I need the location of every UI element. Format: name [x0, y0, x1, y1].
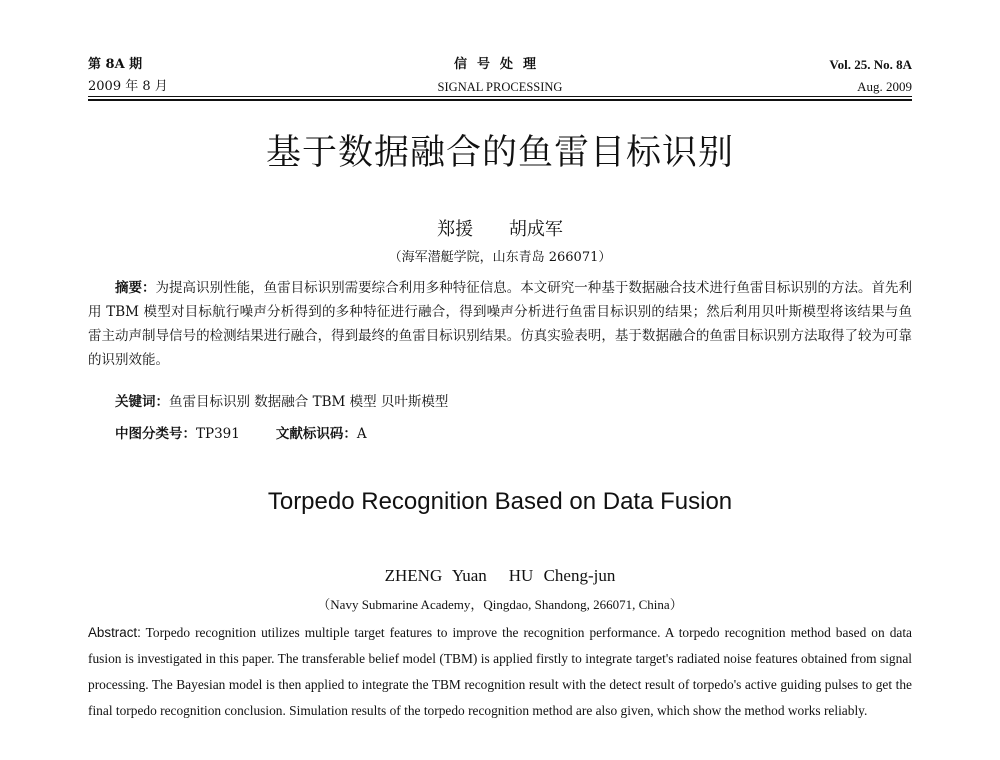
doc-code: A [356, 426, 367, 442]
clc-code: TP391 [196, 426, 240, 442]
affiliation-cn: （海军潜艇学院，山东青岛 266071） [388, 250, 612, 265]
clc-label: 中图分类号： [115, 426, 196, 442]
abstract-cn-label: 摘要： [115, 280, 156, 296]
abstract-en [88, 620, 912, 724]
issue-number: 第 8A 期 [88, 57, 143, 72]
issue-date-en: Aug. 2009 [857, 79, 912, 94]
keywords-line [115, 392, 448, 412]
abstract-cn-text: 为提高识别性能，鱼雷目标识别需要综合利用多种特征信息。本文研究一种基于数据融合技术进行鱼雷目标识别的方法。首先利用 TBM 模型对目标航行噪声分析得到的多种特征进行融合，得到噪声分析进行鱼雷目标识别的结果；然后利用贝叶斯模型将该结果与鱼雷主动声制导信号的检测结果进行融合，得到最终的鱼雷目标识别结果。仿真实验表明，基于数据融合的鱼雷目标识别方法取得了较为可靠的识别效能。 [88, 280, 913, 368]
abstract-en-text: Torpedo recognition utilizes multiple target features to improve the recognition performance. A torpedo recognition method based on data fusion is investigated in this paper. The transferable belief model (TBM) is applied firstly to integrate target's radiated noise features obtained from signal processing. The Bayesian model is then applied to integrate the TBM recognition result with the detect result of torpedo's active guiding pulses to get the final torpedo recognition conclusion. Simulation results of the torpedo recognition method are also given, which show the method works reliably. [88, 625, 912, 718]
authors-cn: 郑援 胡成军 [437, 219, 563, 240]
journal-name-cn: 信号处理 [453, 57, 546, 72]
running-header [88, 56, 912, 100]
paper-title-cn: 基于数据融合的鱼雷目标识别 [265, 133, 734, 173]
header-rule-thin [88, 96, 912, 97]
abstract-en-label: Abstract: [88, 625, 141, 640]
header-rule-thick [88, 99, 912, 101]
volume-info: Vol. 25. No. 8A [829, 57, 912, 72]
author-en-1: ZHENG Yuan [384, 566, 487, 585]
authors-en [0, 565, 1000, 587]
author-en-2: HU Cheng-jun [508, 566, 616, 585]
paper-title-en: Torpedo Recognition Based on Data Fusion [267, 488, 733, 515]
keywords-text: 鱼雷目标识别 数据融合 TBM 模型 贝叶斯模型 [169, 394, 449, 410]
affiliation-en: （Navy Submarine Academy，Qingdao, Shandong, 266071, China） [317, 597, 683, 612]
keywords-label: 关键词： [115, 394, 169, 410]
classification-line [115, 424, 367, 444]
abstract-cn [88, 276, 912, 372]
issue-date-cn: 2009 年 8 月 [88, 79, 168, 94]
doc-code-label: 文献标识码： [275, 426, 357, 442]
journal-name-en: SIGNAL PROCESSING [437, 80, 563, 94]
